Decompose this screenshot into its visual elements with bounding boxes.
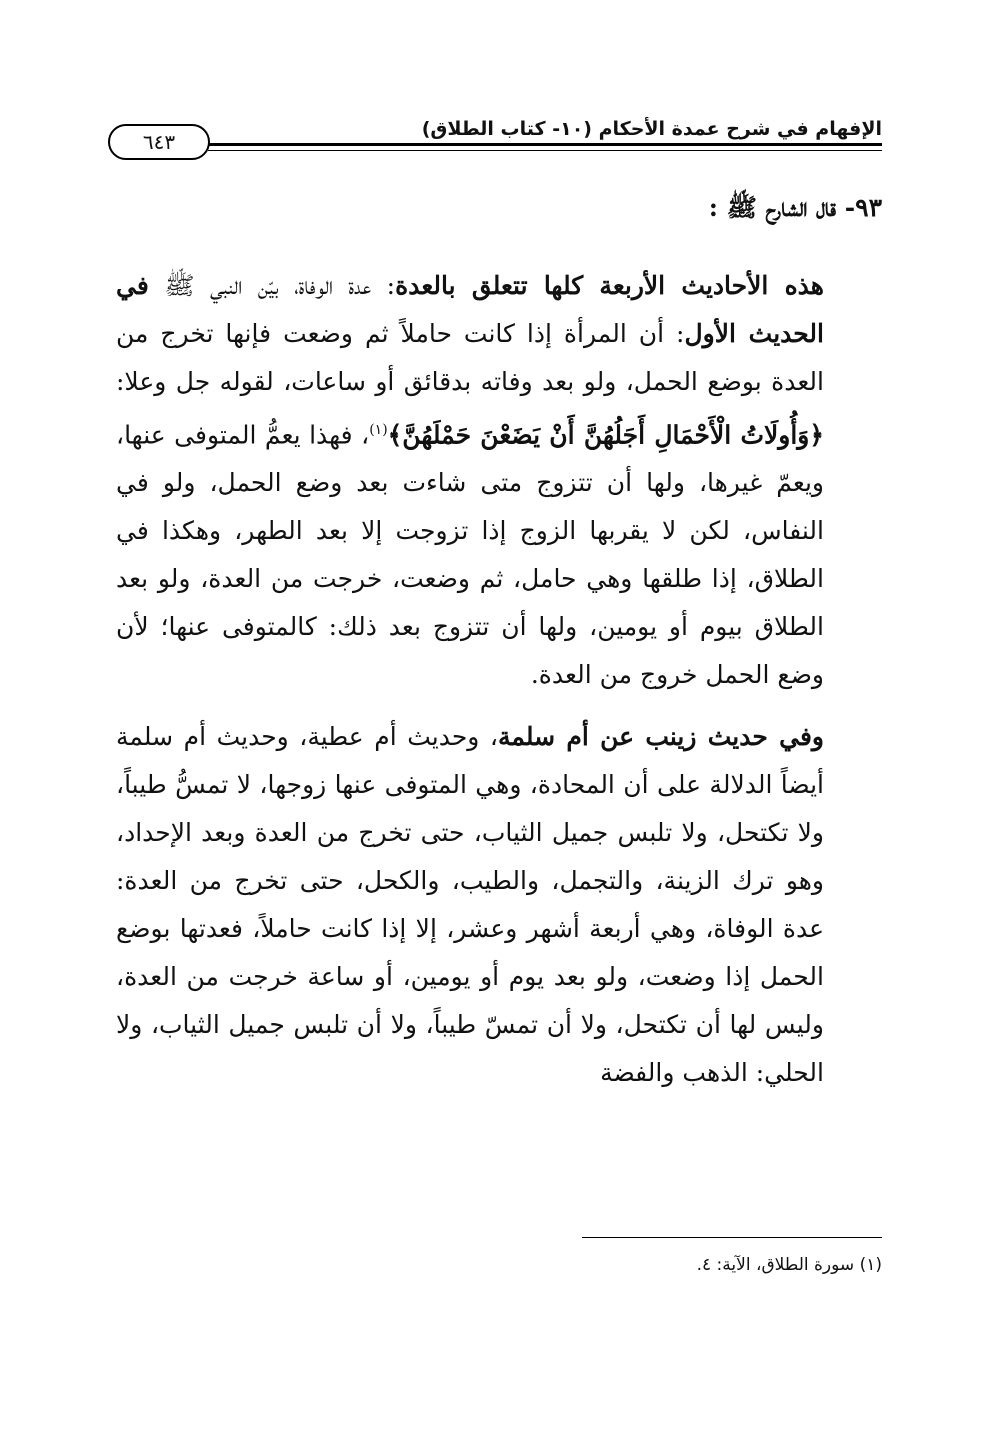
text-run: ، وحديث أم عطية، وحديث أم سلمة أيضاً الدلالة على أن المحادة، وهي المتوفى عنها زوجها، لا تمسُّ طيباً، ولا تكتحل، ولا تلبس جميل الثياب، حتى تخرج من العدة وبعد الإحداد، وهو ترك الزينة، والتجمل، والطيب، والكحل، حتى تخرج من العدة: عدة الوفاة، وهي أربعة أشهر وعشر، إلا إذا كانت حاملاً، فعدتها بوضع الحمل إذا وضعت، ولو بعد يوم أو يومين، أو ساعة خرجت من العدة، وليس لها أن تكتحل، ولا أن تمسّ طيباً، ولا أن تلبس جميل الثياب، ولا الحلي: الذهب والفضة	[116, 722, 824, 1088]
footnote: (١) سورة الطلاق، الآية: ٤.	[696, 1255, 882, 1275]
section-heading: ٩٣- قال الشارح ﷺ :	[708, 193, 882, 222]
text-run: : أن المرأة إذا كانت حاملاً ثم وضعت فإنها تخرج من العدة بوضع الحمل، ولو بعد وفاته بدقائق أو ساعات، لقوله جل وعلا:	[116, 319, 824, 396]
bold-phrase: هذه الأحاديث الأربعة كلها تتعلق بالعدة	[395, 271, 824, 300]
footnote-separator	[582, 1237, 882, 1238]
running-header-title: الإفهام في شرح عمدة الأحكام (١٠- كتاب الطلاق)	[421, 118, 882, 140]
bold-phrase: وفي حديث زينب عن أم سلمة	[498, 722, 824, 752]
main-text	[116, 262, 882, 1097]
quran-verse: ﴿وَأُولَاتُ الْأَحْمَالِ أَجَلُهُنَّ أَنْ يَضَعْنَ حَمْلَهُنَّ﴾	[387, 420, 824, 450]
bold-phrase: في الحديث الأول	[116, 271, 824, 348]
header-rule-thick	[208, 143, 882, 146]
paragraph-1	[116, 262, 882, 699]
page-number-badge	[108, 124, 210, 160]
footnote-marker: (١)	[369, 422, 388, 438]
text-run: ، فهذا يعمُّ المتوفى عنها، ويعمّ غيرها، ولها أن تتزوج متى شاءت بعد وضع الحمل، ولو في النفاس، لكن لا يقربها الزوج إذا تزوجت إلا بعد الطهر، وهكذا في الطلاق، إذا طلقها وهي حامل، ثم وضعت، خرجت من العدة، ولو بعد الطلاق بيوم أو يومين، ولها أن تتزوج بعد ذلك: كالمتوفى عنها؛ لأن وضع الحمل خروج من العدة.	[116, 420, 824, 690]
page-number: ٦٤٣	[142, 130, 176, 154]
header-rule-thin	[208, 150, 882, 151]
text-run: : عدة الوفاة، بيّن النبي ﷺ	[148, 271, 396, 300]
paragraph-2	[116, 713, 882, 1097]
